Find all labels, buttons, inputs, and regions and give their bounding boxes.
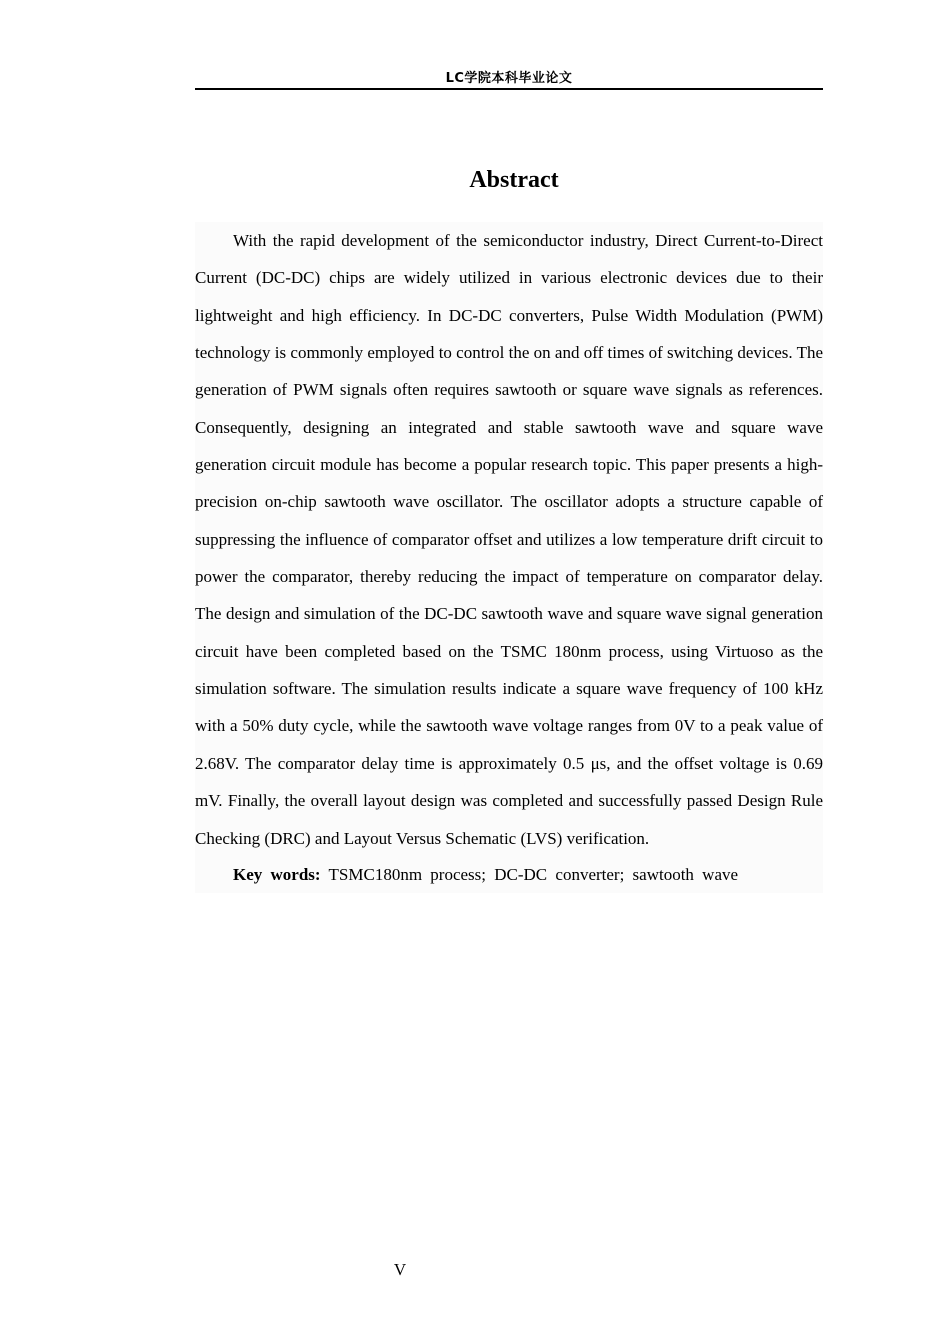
abstract-paragraph: With the rapid development of the semiconductor industry, Direct Current-to-Direct Current (DC-DC) chips are widely utilized in various electronic devices due to their lightweight and high efficiency. In DC-DC converters, Pulse Width Modulation (PWM) technology is commonly employed to control the on and off times of switching devices. The generation of PWM signals often requires sawtooth or square wave signals as references. Consequently, designing an integrated and stable sawtooth wave and square wave generation circuit module has become a popular research topic. This paper presents a high-precision on-chip sawtooth wave oscillator. The oscillator adopts a structure capable of suppressing the influence of comparator offset and utilizes a low temperature drift circuit to power the comparator, thereby reducing the impact of temperature on comparator delay. The design and simulation of the DC-DC sawtooth wave and square wave signal generation circuit have been completed based on the TSMC 180nm process, using Virtuoso as the simulation software. The simulation results indicate a square wave frequency of 100 kHz with a 50% duty cycle, while the sawtooth wave voltage ranges from 0V to a peak value of 2.68V. The comparator delay time is approximately 0.5 μs, and the offset voltage is 0.69 mV. Finally, the overall layout design was completed and successfully passed Design Rule Checking (DRC) and Layout Versus Schematic (LVS) verification. xyxy=(195,231,823,848)
keywords-label: Key words: xyxy=(233,864,321,884)
keywords-text: TSMC180nm process; DC-DC converter; sawtooth wave xyxy=(328,864,739,884)
running-header: LC学院本科毕业论文 xyxy=(195,70,823,90)
page-number: V xyxy=(393,1260,407,1279)
abstract-title: Abstract xyxy=(469,167,559,194)
abstract-section xyxy=(195,222,823,893)
keywords-line xyxy=(195,857,823,893)
